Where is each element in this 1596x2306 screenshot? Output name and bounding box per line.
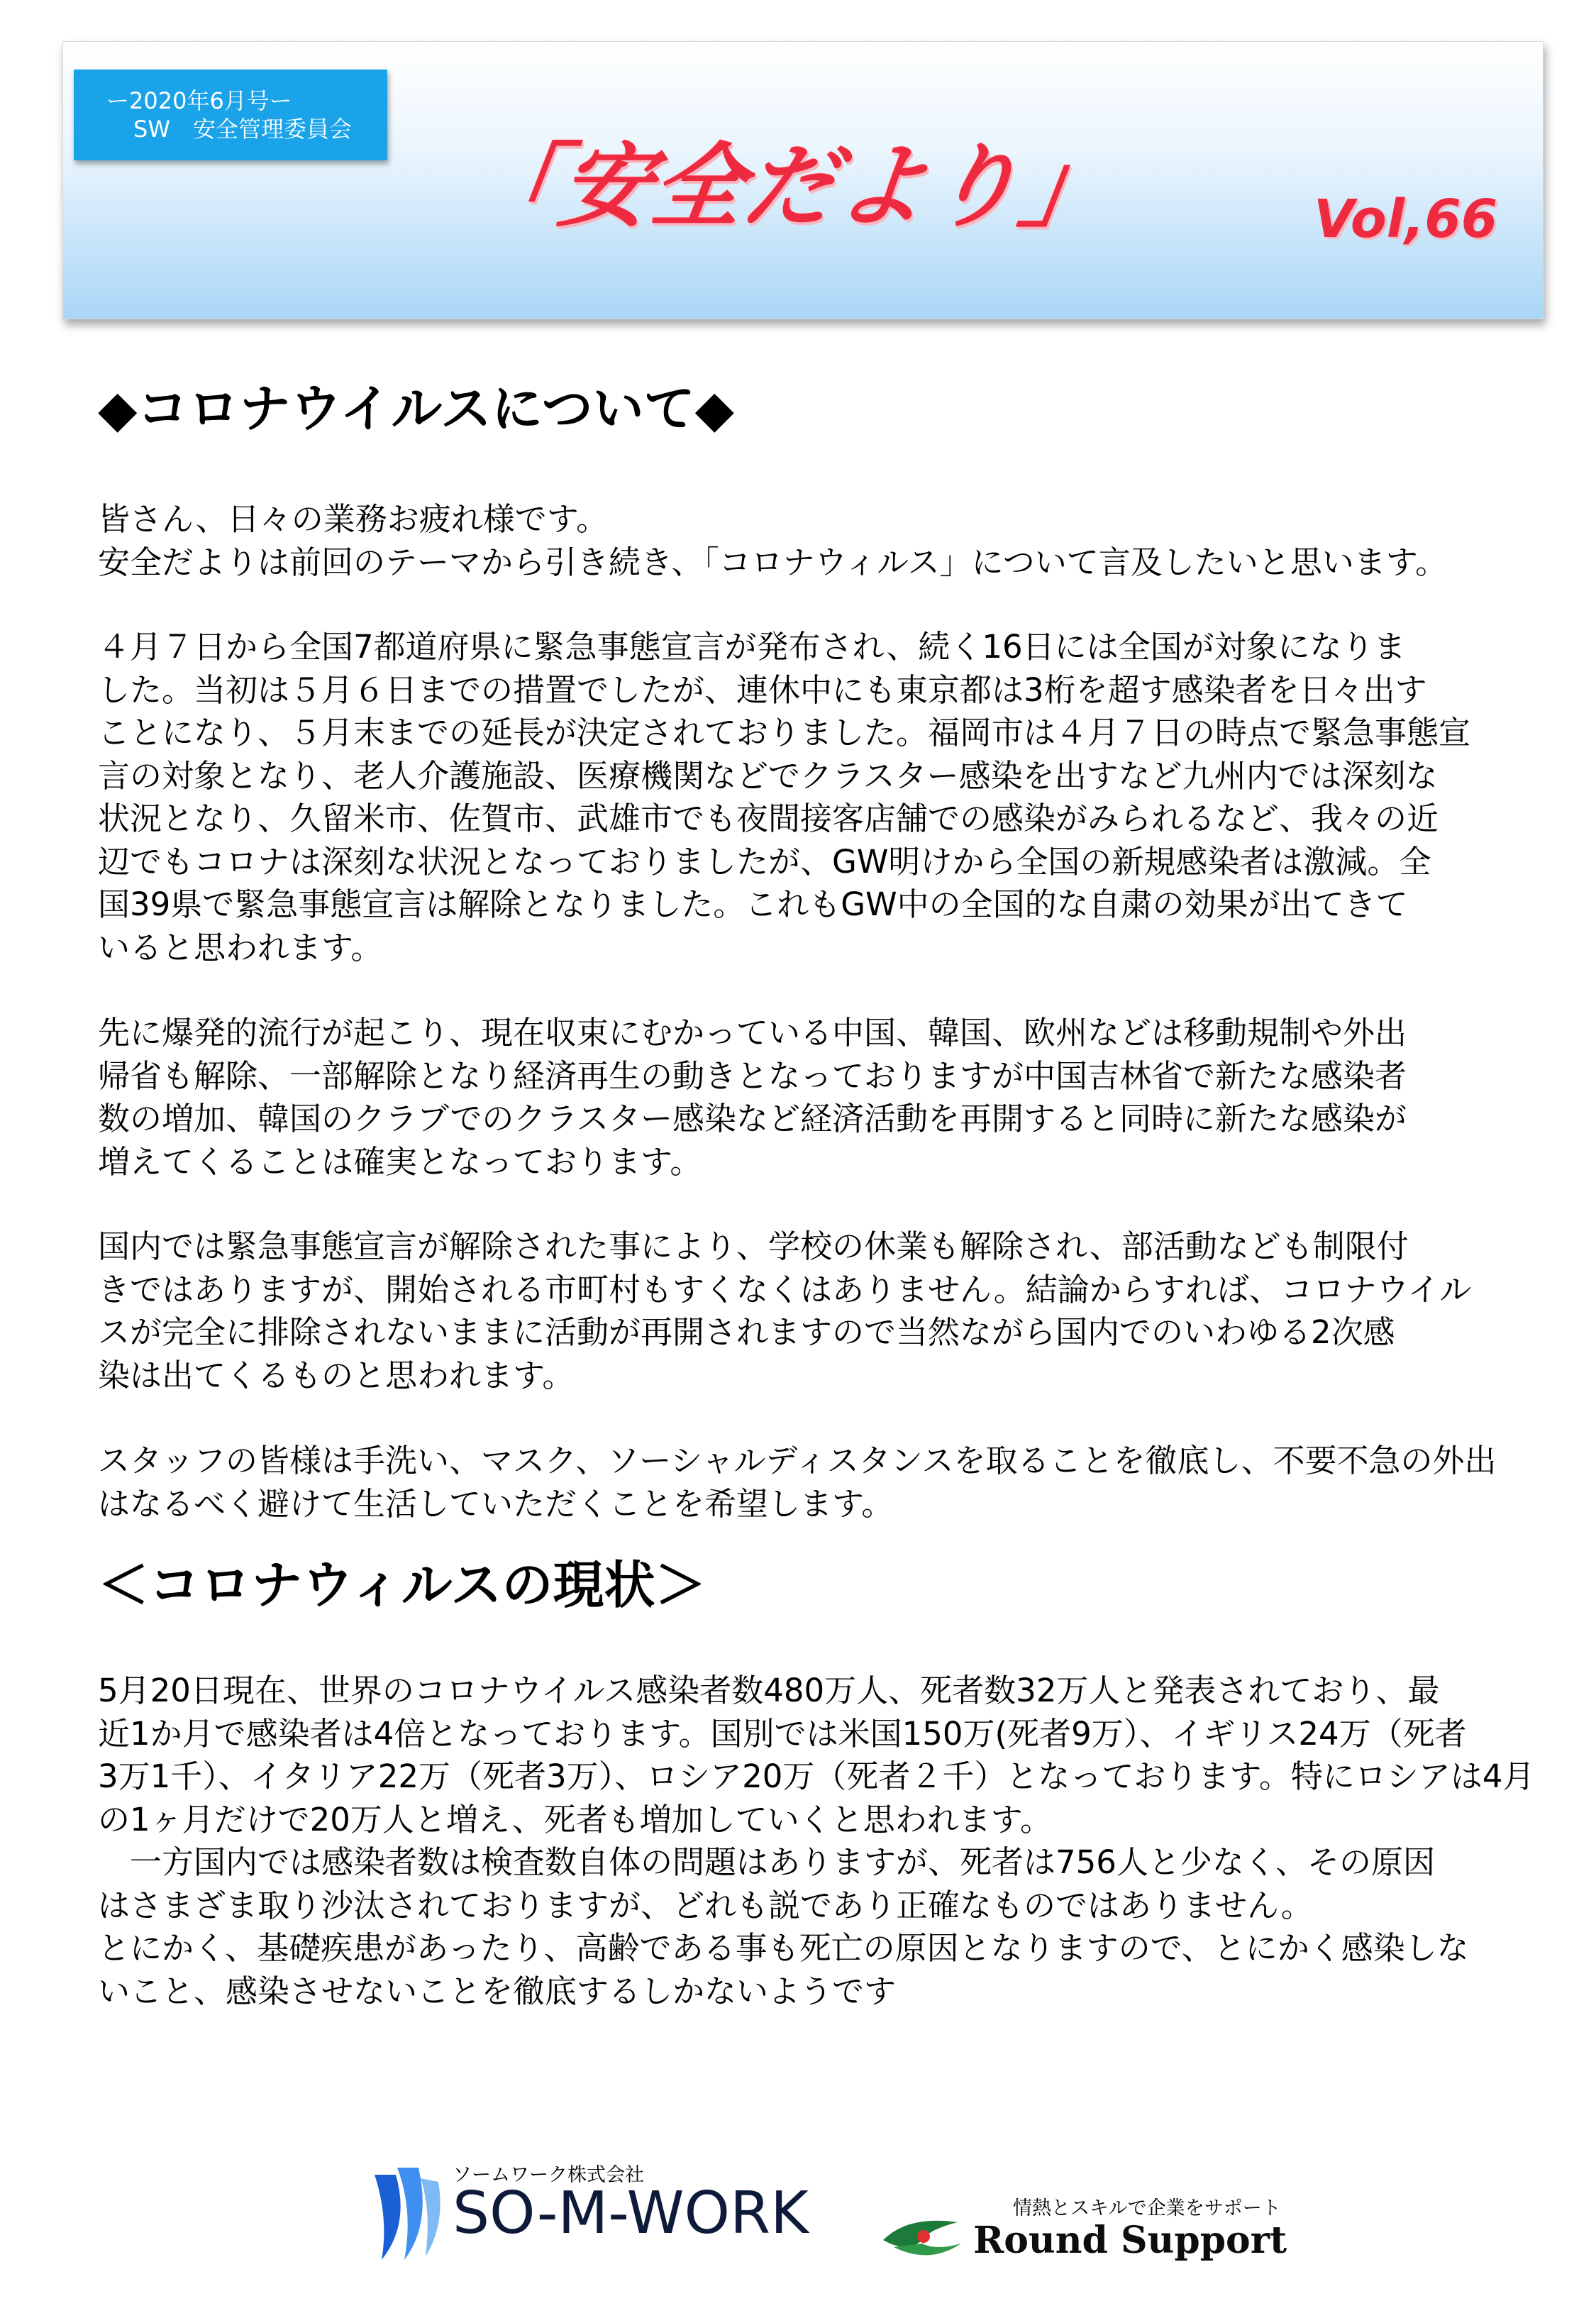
- so-m-work-wordmark: SO-M-WORK: [453, 2180, 809, 2247]
- issue-date: ー2020年6月号ー: [106, 87, 292, 114]
- paragraph-emergency: ４月７日から全国7都道府県に緊急事態宣言が発布され、続く16日には全国が対象になりま した。当初は５月６日までの措置でしたが、連休中にも東京都は3桁を超す感染者を日々出す ことになり、５月末までの延長が決定されておりました。福岡市は４月７日の時点で緊急事態宣 言の対象となり、老人介護施設、医療機関などでクラスター感染を出すなど九州内では深刻な 状況となり、久留米市、佐賀市、武雄市でも夜間接客店舗での感染がみられるなど、我々の近 辺でもコロナは深刻な状況となっておりましたが、GW明けから全国の新規感染者は激減。全 国39県で緊急事態宣言は解除となりました。これもGW中の全国的な自粛の効果が出てきて いると思われます。: [98, 628, 1471, 966]
- so-m-work-logo: [360, 2153, 809, 2274]
- volume-number: Vol,66: [1314, 189, 1498, 250]
- paragraph-overseas: 先に爆発的流行が起こり、現在収束にむかっている中国、韓国、欧州などは移動規制や外出 帰省も解除、一部解除となり経済再生の動きとなっておりますが中国吉林省で新たな感染者 数の増加、韓国のクラブでのクラスター感染など経済活動を再開すると同時に新たな感染が 増えてくることは確実となっております。: [98, 1014, 1407, 1181]
- paragraph-domestic: 国内では緊急事態宣言が解除された事により、学校の休業も解除され、部活動なども制限付 きではありますが、開始される市町村もすくなくはありません。結論からすれば、コロナウイル スが完全に排除されないままに活動が再開されますので当然ながら国内でのいわゆる2次感 染は出てくるものと思われます。: [98, 1228, 1472, 1394]
- round-support-tagline: 情熱とスキルで企業をサポート: [1013, 2197, 1281, 2219]
- issue-tag: [74, 70, 387, 160]
- sw-swirl-logo-icon: [360, 2153, 445, 2267]
- so-m-work-company-name: ソームワーク株式会社: [453, 2164, 644, 2186]
- section-heading-status: ＜コロナウィルスの現状＞: [98, 1555, 706, 1615]
- paragraph-staff-request: スタッフの皆様は手洗い、マスク、ソーシャルディスタンスを取ることを徹底し、不要不急の外出 はなるべく避けて生活していただくことを希望します。: [98, 1442, 1497, 1523]
- newsletter-title: 「安全だより」: [460, 134, 1121, 240]
- section-heading-corona: ◆コロナウイルスについて◆: [98, 379, 734, 438]
- round-support-wordmark: Round Support: [973, 2219, 1287, 2262]
- round-support-logo: [880, 2192, 1305, 2278]
- round-support-logo-icon: [880, 2215, 965, 2265]
- paragraph-greeting: 皆さん、日々の業務お疲れ様です。 安全だよりは前回のテーマから引き続き、「コロナウィルス」について言及したいと思います。: [98, 500, 1448, 581]
- paragraph-status: 5月20日現在、世界のコロナウイルス感染者数480万人、死者数32万人と発表されており、最 近1か月で感染者は4倍となっております。国別では米国150万(死者9万）、イギリス24万（死者 3万1千）、イタリア22万（死者3万）、ロシア20万（死者２千）となっております。特にロシアは4月 の1ヶ月だけで20万人と増え、死者も増加していくと思われます。 一方国内では感染者数は検査数自体の問題はありますが、死者は756人と少なく、その原因 はさまざま取り沙汰されておりますが、どれも説であり正確なものではありません。 とにかく、基礎疾患があったり、高齢である事も死亡の原因となりますので、とにかく感染しな いこと、感染させないことを徹底するしかないようです: [98, 1672, 1535, 2010]
- committee-name: SW 安全管理委員会: [133, 116, 352, 143]
